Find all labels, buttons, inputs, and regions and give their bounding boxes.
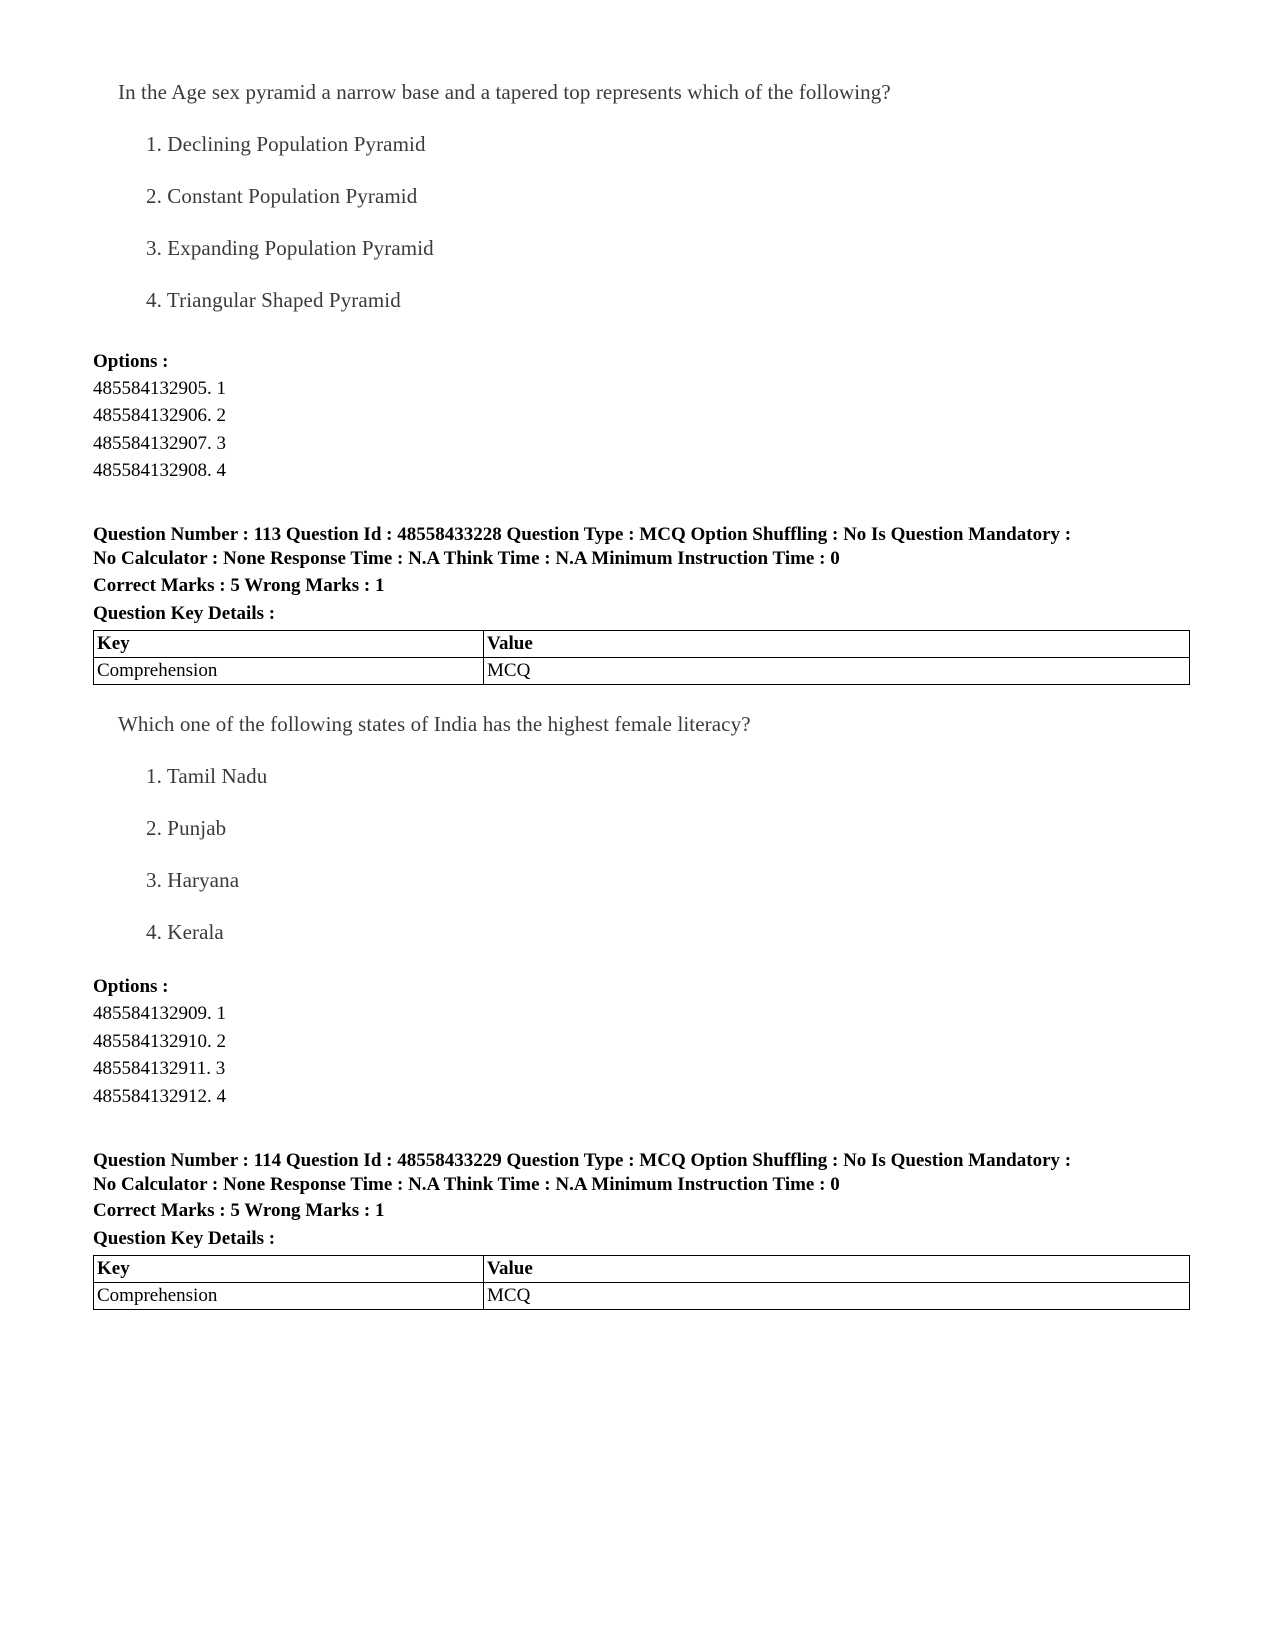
question-113-choice-1: 1. Tamil Nadu: [146, 764, 268, 788]
question-112-option-3: 485584132907. 3: [93, 433, 226, 454]
question-113-choice-4: 4. Kerala: [146, 920, 224, 944]
question-113-options-label: Options :: [93, 976, 169, 997]
question-113-option-3: 485584132911. 3: [93, 1058, 226, 1079]
question-113-option-2: 485584132910. 2: [93, 1031, 226, 1052]
table-row: [94, 1283, 1190, 1310]
table-header-key: Key: [94, 631, 484, 658]
table-cell-key: Comprehension: [94, 658, 484, 685]
question-114-marks: Correct Marks : 5 Wrong Marks : 1: [93, 1200, 385, 1221]
table-cell-value: MCQ: [484, 658, 1190, 685]
question-112-option-1: 485584132905. 1: [93, 378, 226, 399]
table-header-value: Value: [484, 1256, 1190, 1283]
question-114-key-table: [93, 1255, 1190, 1310]
table-header-key: Key: [94, 1256, 484, 1283]
question-113-choice-2: 2. Punjab: [146, 816, 227, 840]
question-114-meta: [93, 1149, 1193, 1197]
table-cell-value: MCQ: [484, 1283, 1190, 1310]
question-112-image: [118, 80, 1118, 320]
question-113-text: Which one of the following states of India has the highest female literacy?: [118, 712, 751, 736]
question-113-marks: Correct Marks : 5 Wrong Marks : 1: [93, 575, 385, 596]
table-cell-key: Comprehension: [94, 1283, 484, 1310]
question-112-choice-4: 4. Triangular Shaped Pyramid: [146, 288, 401, 312]
table-header-row: [94, 1256, 1190, 1283]
question-112-choice-3: 3. Expanding Population Pyramid: [146, 236, 434, 260]
question-112-option-4: 485584132908. 4: [93, 460, 226, 481]
question-113-key-table: [93, 630, 1190, 685]
question-114-meta-line-2: No Calculator : None Response Time : N.A Think Time : N.A Minimum Instruction Time : 0: [93, 1174, 840, 1195]
question-112-text: In the Age sex pyramid a narrow base and a tapered top represents which of the following?: [118, 80, 891, 104]
question-113-meta-line-2: No Calculator : None Response Time : N.A Think Time : N.A Minimum Instruction Time : 0: [93, 548, 840, 569]
question-113-key-details-label: Question Key Details :: [93, 603, 276, 624]
question-114-key-details-label: Question Key Details :: [93, 1228, 276, 1249]
question-113-meta: [93, 523, 1193, 571]
question-113-image: [118, 712, 1118, 952]
table-header-value: Value: [484, 631, 1190, 658]
question-113-option-1: 485584132909. 1: [93, 1003, 226, 1024]
table-row: [94, 658, 1190, 685]
question-112-choice-2: 2. Constant Population Pyramid: [146, 184, 418, 208]
question-113-choice-3: 3. Haryana: [146, 868, 240, 892]
question-112-options-label: Options :: [93, 351, 169, 372]
question-112-choice-1: 1. Declining Population Pyramid: [146, 132, 426, 156]
question-113-option-4: 485584132912. 4: [93, 1086, 226, 1107]
question-113-meta-line-1: Question Number : 113 Question Id : 48558433228 Question Type : MCQ Option Shuffling : No Is Question Mandatory :: [93, 524, 1072, 545]
question-112-option-2: 485584132906. 2: [93, 405, 226, 426]
table-header-row: [94, 631, 1190, 658]
question-114-meta-line-1: Question Number : 114 Question Id : 48558433229 Question Type : MCQ Option Shuffling : No Is Question Mandatory :: [93, 1150, 1072, 1171]
